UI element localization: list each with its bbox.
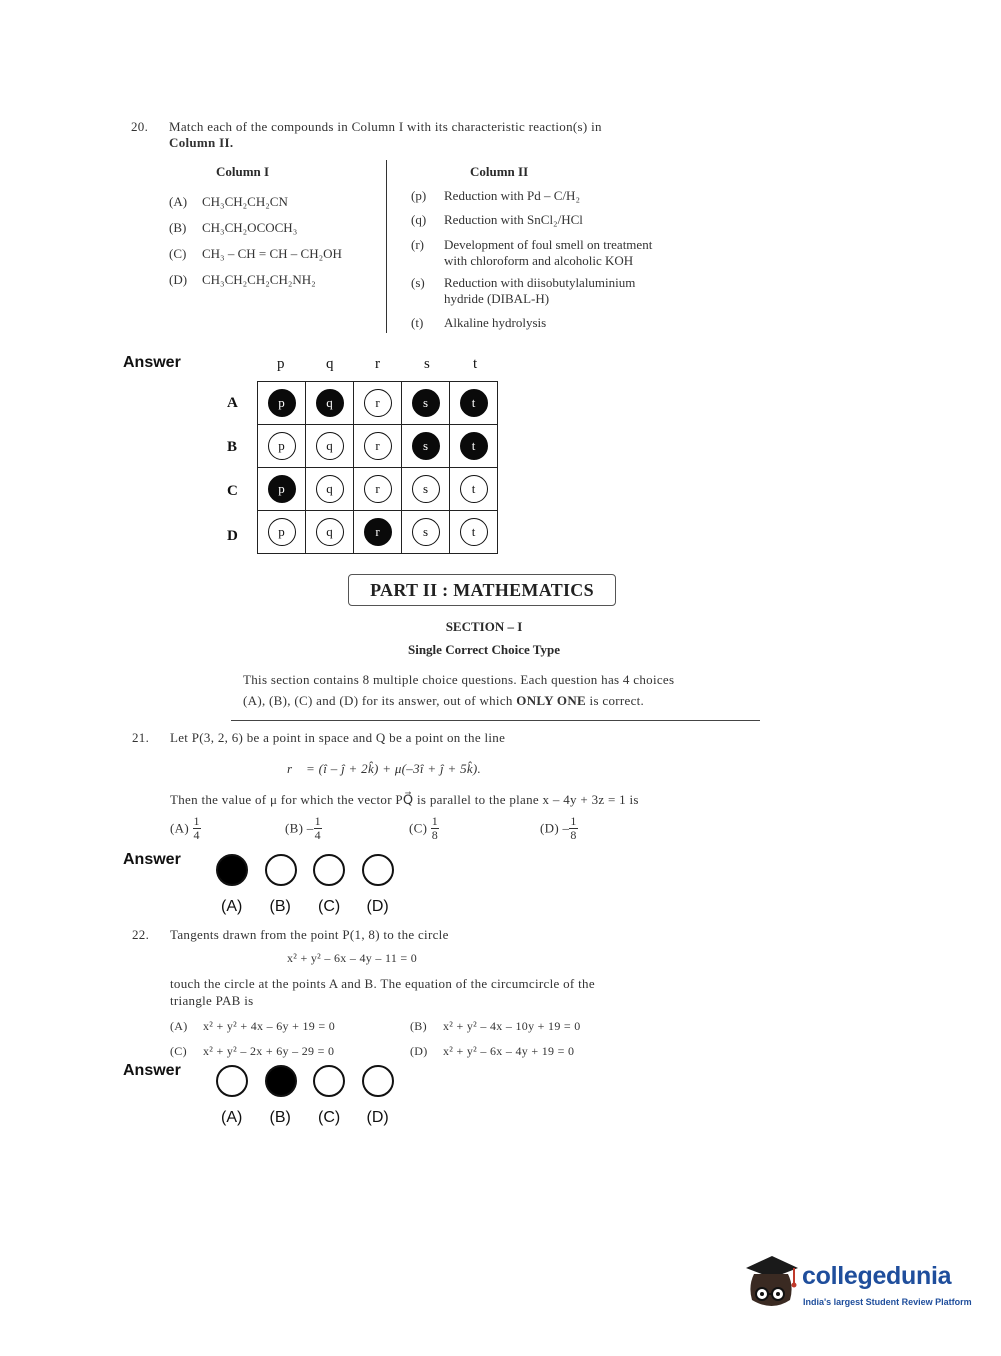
option-label: (C) bbox=[409, 820, 428, 836]
grid-cell bbox=[402, 511, 450, 554]
q22-option bbox=[170, 1039, 334, 1064]
q21-options bbox=[170, 815, 610, 849]
option-label: (A) bbox=[170, 1019, 188, 1033]
grid-cell bbox=[450, 425, 498, 468]
mascot-icon bbox=[742, 1250, 802, 1316]
q21-option bbox=[285, 815, 322, 842]
column2-header: Column II bbox=[470, 164, 529, 179]
grid-cell bbox=[402, 382, 450, 425]
grid-cell bbox=[402, 468, 450, 511]
instructions-text: (A), (B), (C) and (D) for its answer, out of which bbox=[243, 693, 517, 708]
logo-tagline: India's largest Student Review Platform bbox=[803, 1297, 972, 1307]
item-text bbox=[444, 275, 635, 307]
answer-option-label: (A) bbox=[221, 898, 243, 915]
answer-bubble[interactable]: p bbox=[268, 432, 296, 460]
instructions-line1: This section contains 8 multiple choice questions. Each question has 4 choices bbox=[243, 672, 675, 687]
q22-option bbox=[410, 1014, 581, 1039]
fraction-numerator: 1 bbox=[193, 814, 200, 828]
section-divider bbox=[231, 720, 760, 721]
q21-line1: Let P(3, 2, 6) be a point in space and Q be a point on the line bbox=[170, 730, 506, 745]
column-divider bbox=[386, 160, 387, 333]
q22-equation: x² + y² – 6x – 4y – 11 = 0 bbox=[287, 951, 418, 965]
q21-equation: r⃗ = (î – ĵ + 2k̂) + μ(–3î + ĵ + 5k̂). bbox=[287, 761, 482, 776]
grid-cell bbox=[402, 425, 450, 468]
part-title: PART II : MATHEMATICS bbox=[348, 574, 616, 606]
fraction-denominator: 4 bbox=[193, 828, 200, 842]
grid-cell bbox=[258, 511, 306, 554]
q20-answer-label: Answer bbox=[123, 354, 181, 371]
option-label: (C) bbox=[170, 1044, 187, 1058]
grid-column-header: q bbox=[326, 356, 334, 372]
option-fraction bbox=[569, 815, 577, 842]
grid-cell bbox=[258, 382, 306, 425]
q22-answer-option-labels bbox=[221, 1107, 415, 1127]
answer-bubble[interactable]: q bbox=[316, 432, 344, 460]
q21-number: 21. bbox=[132, 730, 150, 745]
q22-answer-label: Answer bbox=[123, 1062, 181, 1079]
option-text: x² + y² – 4x – 10y + 19 = 0 bbox=[443, 1019, 581, 1033]
q20-answer-grid bbox=[257, 381, 498, 554]
column1-item bbox=[169, 241, 342, 267]
fraction-numerator: 1 bbox=[314, 814, 321, 828]
answer-bubble[interactable]: p bbox=[268, 518, 296, 546]
collegedunia-logo[interactable] bbox=[742, 1250, 972, 1316]
option-text: x² + y² – 2x + 6y – 29 = 0 bbox=[203, 1044, 335, 1058]
answer-option-label: (B) bbox=[269, 898, 291, 915]
column1-item bbox=[169, 189, 342, 215]
grid-cell bbox=[306, 468, 354, 511]
option-label: (B) bbox=[410, 1019, 427, 1033]
q22-answer-bubbles bbox=[216, 1065, 410, 1101]
answer-option-label: (D) bbox=[366, 1109, 389, 1126]
q21-option bbox=[409, 815, 439, 842]
q21-answer-bubbles bbox=[216, 854, 410, 890]
column1-list bbox=[169, 189, 342, 293]
grid-column-header: p bbox=[277, 356, 285, 372]
item-label: (C) bbox=[169, 246, 187, 261]
answer-bubble[interactable]: s bbox=[412, 475, 440, 503]
answer-bubble[interactable]: s bbox=[412, 518, 440, 546]
column2-item bbox=[411, 315, 701, 331]
q22-text bbox=[170, 975, 700, 1009]
answer-option-label: (C) bbox=[318, 1109, 341, 1126]
item-text: Reduction with Pd – C/H₂ bbox=[444, 188, 580, 203]
grid-cell bbox=[450, 468, 498, 511]
section-title: SECTION – I bbox=[445, 619, 523, 634]
grid-row-label: A bbox=[227, 395, 238, 411]
column2-list bbox=[411, 188, 701, 331]
item-formula: CH₃CH₂OCOCH₃ bbox=[202, 220, 298, 235]
answer-bubble[interactable]: p bbox=[268, 475, 296, 503]
answer-bubble[interactable]: t bbox=[460, 432, 488, 460]
answer-bubble[interactable]: s bbox=[412, 432, 440, 460]
instructions-emphasis: ONLY ONE bbox=[516, 693, 586, 708]
grid-row bbox=[258, 468, 498, 511]
answer-option-label: (D) bbox=[366, 898, 389, 915]
grid-cell bbox=[306, 425, 354, 468]
fraction-numerator: 1 bbox=[431, 814, 439, 828]
option-fraction bbox=[314, 815, 322, 842]
grid-row-label: D bbox=[227, 528, 238, 544]
column1-item bbox=[169, 267, 342, 293]
answer-bubble[interactable]: r bbox=[364, 475, 392, 503]
q21-answer-label: Answer bbox=[123, 851, 181, 868]
q21-option bbox=[170, 815, 201, 842]
grid-cell bbox=[354, 425, 402, 468]
answer-option-label: (C) bbox=[318, 898, 341, 915]
q22-option bbox=[170, 1014, 335, 1039]
grid-cell bbox=[354, 511, 402, 554]
item-label: (t) bbox=[411, 315, 424, 330]
option-sign: – bbox=[306, 820, 314, 836]
fraction-numerator: 1 bbox=[570, 814, 577, 828]
option-label: (D) bbox=[410, 1044, 428, 1058]
answer-bubble[interactable] bbox=[313, 854, 345, 886]
answer-bubble[interactable] bbox=[313, 1065, 345, 1097]
column2-item bbox=[411, 188, 701, 212]
answer-bubble[interactable]: q bbox=[316, 389, 344, 417]
column1-item bbox=[169, 215, 342, 241]
item-text-line: with chloroform and alcoholic KOH bbox=[444, 253, 634, 268]
logo-wordmark: collegedunia bbox=[802, 1262, 952, 1290]
item-formula: CH₃CH₂CH₂CN bbox=[202, 194, 288, 209]
option-sign: – bbox=[562, 820, 570, 836]
q22-line2: touch the circle at the points A and B. The equation of the circumcircle of the bbox=[170, 976, 595, 991]
item-label: (D) bbox=[169, 272, 188, 287]
answer-bubble[interactable] bbox=[362, 854, 394, 886]
item-text-line: hydride (DIBAL-H) bbox=[444, 291, 550, 306]
q21-line2: Then the value of μ for which the vector PQ⃗ is parallel to the plane x – 4y + 3z = 1 is bbox=[170, 792, 639, 807]
answer-bubble[interactable]: p bbox=[268, 389, 296, 417]
column1-header: Column I bbox=[216, 164, 270, 179]
item-label: (s) bbox=[411, 275, 425, 290]
fraction-denominator: 8 bbox=[431, 828, 439, 842]
instructions-line2 bbox=[243, 690, 773, 711]
answer-bubble[interactable]: s bbox=[412, 389, 440, 417]
q22-option bbox=[410, 1039, 574, 1064]
item-label: (A) bbox=[169, 194, 188, 209]
q21-answer-option-labels bbox=[221, 896, 415, 916]
answer-bubble[interactable]: r bbox=[364, 518, 392, 546]
column2-item bbox=[411, 275, 701, 315]
item-text: Alkaline hydrolysis bbox=[444, 315, 547, 330]
answer-option-label: (A) bbox=[221, 1109, 243, 1126]
grid-column-header: s bbox=[424, 356, 430, 372]
grid-column-header: r bbox=[375, 356, 380, 372]
grid-cell bbox=[306, 511, 354, 554]
answer-bubble[interactable]: q bbox=[316, 475, 344, 503]
answer-option-label: (B) bbox=[269, 1109, 291, 1126]
answer-bubble[interactable] bbox=[216, 854, 248, 886]
q22-number: 22. bbox=[132, 927, 150, 942]
grid-cell bbox=[450, 382, 498, 425]
item-formula: CH₃CH₂CH₂CH₂NH₂ bbox=[202, 272, 316, 287]
item-text-line: Reduction with diisobutylaluminium bbox=[444, 275, 636, 290]
column2-item bbox=[411, 237, 701, 275]
q22-line1: Tangents drawn from the point P(1, 8) to the circle bbox=[170, 927, 449, 942]
answer-bubble[interactable]: q bbox=[316, 518, 344, 546]
answer-bubble[interactable] bbox=[216, 1065, 248, 1097]
q20-text-line1: Match each of the compounds in Column I with its characteristic reaction(s) in bbox=[169, 119, 602, 134]
fraction-denominator: 8 bbox=[570, 828, 577, 842]
item-label: (B) bbox=[169, 220, 187, 235]
grid-cell bbox=[306, 382, 354, 425]
grid-column-header: t bbox=[473, 356, 478, 372]
option-label: (B) bbox=[285, 820, 304, 836]
answer-bubble[interactable] bbox=[265, 854, 297, 886]
q20-number: 20. bbox=[131, 119, 149, 134]
item-label: (p) bbox=[411, 188, 427, 203]
answer-bubble[interactable]: r bbox=[364, 432, 392, 460]
q22-line3: triangle PAB is bbox=[170, 993, 254, 1008]
answer-bubble[interactable] bbox=[265, 1065, 297, 1097]
q20-text-line2: Column II. bbox=[169, 135, 234, 150]
option-label: (A) bbox=[170, 820, 189, 836]
column2-item bbox=[411, 212, 701, 237]
grid-row-label: B bbox=[227, 439, 238, 455]
answer-bubble[interactable]: t bbox=[460, 389, 488, 417]
grid-cell bbox=[258, 425, 306, 468]
answer-bubble[interactable]: t bbox=[460, 518, 488, 546]
grid-cell bbox=[354, 382, 402, 425]
item-formula: CH₃ – CH = CH – CH₂OH bbox=[202, 246, 342, 261]
q21-option bbox=[540, 815, 578, 842]
option-fraction bbox=[431, 815, 439, 842]
q20-text bbox=[169, 119, 699, 151]
item-text bbox=[444, 237, 652, 269]
grid-row bbox=[258, 382, 498, 425]
grid-row bbox=[258, 425, 498, 468]
fraction-denominator: 4 bbox=[314, 828, 321, 842]
instructions-text: is correct. bbox=[586, 693, 645, 708]
option-text: x² + y² – 6x – 4y + 19 = 0 bbox=[443, 1044, 575, 1058]
answer-bubble[interactable]: r bbox=[364, 389, 392, 417]
item-label: (q) bbox=[411, 212, 427, 227]
item-text: Reduction with SnCl₂/HCl bbox=[444, 212, 583, 227]
item-text-line: Development of foul smell on treatment bbox=[444, 237, 653, 252]
answer-bubble[interactable] bbox=[362, 1065, 394, 1097]
grid-row bbox=[258, 511, 498, 554]
option-label: (D) bbox=[540, 820, 559, 836]
item-label: (r) bbox=[411, 237, 424, 252]
grid-row-label: C bbox=[227, 483, 238, 499]
grid-cell bbox=[258, 468, 306, 511]
option-text: x² + y² + 4x – 6y + 19 = 0 bbox=[203, 1019, 336, 1033]
grid-cell bbox=[354, 468, 402, 511]
option-fraction bbox=[193, 815, 201, 842]
section-type: Single Correct Choice Type bbox=[407, 642, 560, 657]
section-instructions bbox=[243, 669, 773, 711]
answer-bubble[interactable]: t bbox=[460, 475, 488, 503]
grid-cell bbox=[450, 511, 498, 554]
